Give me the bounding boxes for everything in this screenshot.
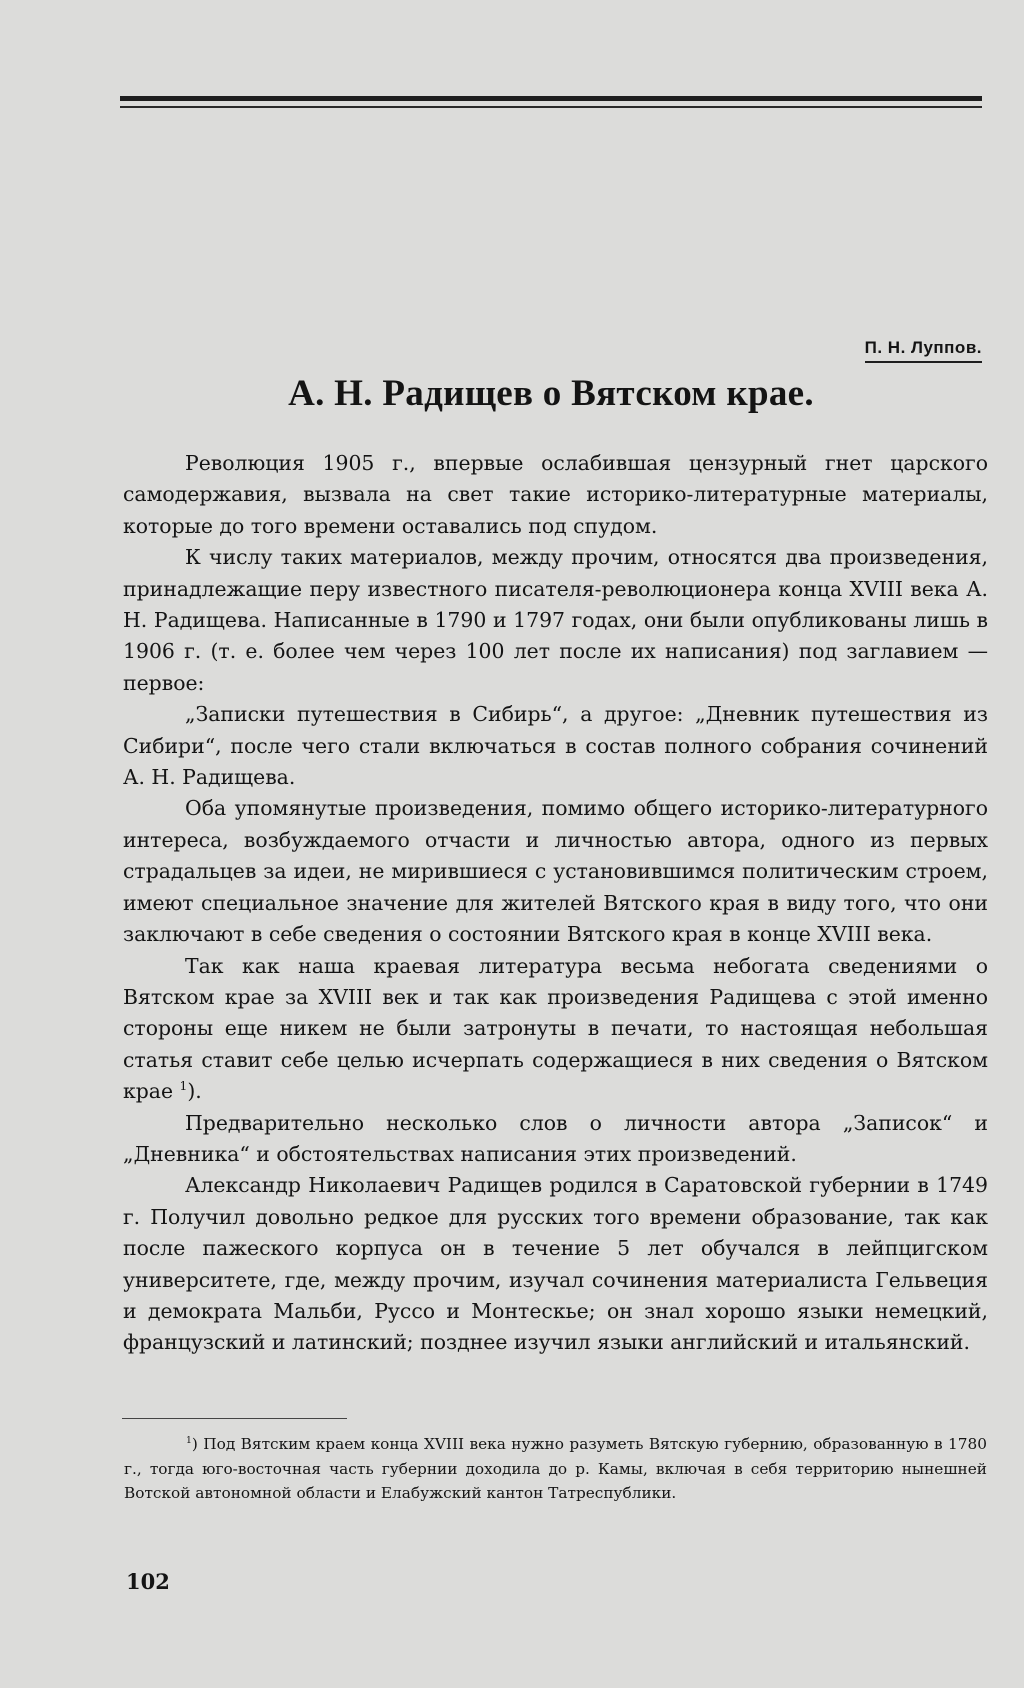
footnote-marker: 1 bbox=[186, 1434, 192, 1446]
footnote-ref: 1 bbox=[179, 1079, 188, 1094]
footnote-ref-close: ). bbox=[187, 1079, 202, 1104]
paragraph-1: Революция 1905 г., впервые ослабившая цензурный гнет царского самодержавия, вызвала на свет такие историко-литературные материалы, которые до того времени оставались под спудом. bbox=[123, 451, 988, 538]
paragraph-3: „Записки путешествия в Сибирь“, а другое: „Дневник путешествия из Сибири“, после чего стали включаться в состав полного собрания сочинений А. Н. Радищева. bbox=[123, 702, 988, 790]
article-title: А. Н. Радищев о Вятском крае. bbox=[288, 373, 814, 414]
footnote bbox=[124, 1432, 987, 1506]
author-name: П. Н. Луппов. bbox=[865, 338, 982, 363]
footnote-text: ) Под Вятским краем конца XVIII века нужно разуметь Вятскую губернию, образованную в 1780 г., тогда юго-восточная часть губернии доходила до р. Камы, включая в себя территорию нынешней Вотской автономной области и Елабужский кантон Татреспублики. bbox=[124, 1435, 987, 1503]
paragraph-6: Предварительно несколько слов о личности автора „Записок“ и „Дневника“ и обстоятельствах написания этих произведений. bbox=[123, 1110, 988, 1166]
paragraph-4: Оба упомянутые произведения, помимо общего историко-литературного интереса, возбуждаемого отчасти и личностью автора, одного из первых страдальцев за идеи, не мирившиеся с установившимся политическим строем, имеют специальное значение для жителей Вятского края в виду того, что они заключают в себе сведения о состоянии Вятского края в конце XVIII века. bbox=[123, 796, 988, 947]
header-rule-thick bbox=[120, 96, 982, 101]
paragraph-7: Александр Николаевич Радищев родился в Саратовской губернии в 1749 г. Получил довольно редкое для русских того времени образование, так как после пажеского корпуса он в течение 5 лет обучался в лейпцигском университете, где, между прочим, изучал сочинения материалиста Гельвеция и демократа Мальби, Руссо и Монтескье; он знал хорошо языки немецкий, французский и латинский; позднее изучил языки английский и итальянский. bbox=[123, 1173, 988, 1355]
page-number: 102 bbox=[126, 1569, 170, 1594]
header-rule-thin bbox=[120, 106, 982, 108]
footnote-divider bbox=[122, 1418, 347, 1419]
paragraph-5-text: Так как наша краевая литература весьма небогата сведениями о Вятском крае за XVIII век и так как произведения Радищева с этой именно стороны еще никем не были затронуты в печати, то настоящая небольшая статья ставит себе целью исчерпать содержащиеся в них сведения о Вятском крае bbox=[123, 953, 988, 1104]
paragraph-5 bbox=[123, 951, 988, 1108]
article-body bbox=[123, 448, 988, 1359]
paragraph-2: К числу таких материалов, между прочим, относятся два произведения, принадлежащие перу известного писателя-революционера конца XVIII века А. Н. Радищева. Написанные в 1790 и 1797 годах, они были опубликованы лишь в 1906 г. (т. е. более чем через 100 лет после их написания) под заглавием — первое: bbox=[123, 545, 988, 695]
